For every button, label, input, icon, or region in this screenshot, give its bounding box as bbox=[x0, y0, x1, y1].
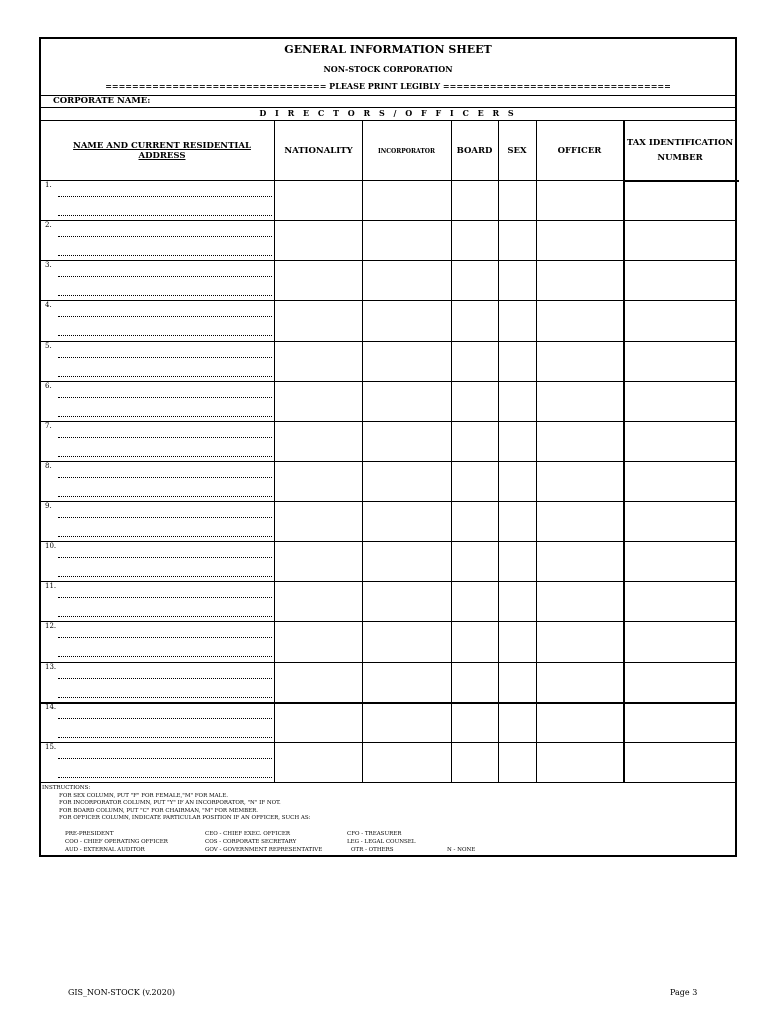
row-number: 7. bbox=[45, 421, 52, 430]
address-entry-line[interactable] bbox=[58, 215, 272, 216]
instruction-line: FOR SEX COLUMN, PUT "F" FOR FEMALE,"M" FOR MALE. bbox=[59, 792, 228, 799]
form-frame bbox=[39, 37, 737, 857]
row-number: 2. bbox=[45, 221, 52, 230]
name-entry-line[interactable] bbox=[58, 276, 272, 277]
row-divider bbox=[41, 341, 735, 342]
row-divider bbox=[41, 541, 735, 542]
address-entry-line[interactable] bbox=[58, 656, 272, 657]
position-code: CEO - CHIEF EXEC. OFFICER bbox=[205, 831, 290, 837]
row-divider bbox=[41, 421, 735, 422]
row-divider bbox=[41, 742, 735, 743]
col-nationality-header: NATIONALITY bbox=[284, 146, 353, 156]
address-entry-line[interactable] bbox=[58, 376, 272, 377]
section-title: D I R E C T O R S / O F F I C E R S bbox=[259, 108, 517, 118]
row-number: 12. bbox=[45, 622, 57, 631]
position-code: PRE-PRESIDENT bbox=[65, 831, 114, 837]
row-divider bbox=[41, 461, 735, 462]
col-sex-header: SEX bbox=[507, 146, 527, 156]
row-number: 15. bbox=[45, 742, 57, 751]
address-entry-line[interactable] bbox=[58, 255, 272, 256]
name-entry-line[interactable] bbox=[58, 357, 272, 358]
page-number: Page 3 bbox=[670, 988, 698, 997]
position-code: CFO - TREASURER bbox=[347, 831, 402, 837]
address-entry-line[interactable] bbox=[58, 616, 272, 617]
row-number: 13. bbox=[45, 662, 57, 671]
instructions bbox=[42, 785, 310, 823]
name-entry-line[interactable] bbox=[58, 557, 272, 558]
row-number: 14. bbox=[45, 702, 57, 711]
row-number: 10. bbox=[45, 542, 57, 551]
print-legibly-line: ================================= PLEASE PRINT LEGIBLY ================================== bbox=[105, 81, 671, 91]
form-title: GENERAL INFORMATION SHEET bbox=[284, 43, 492, 56]
name-entry-line[interactable] bbox=[58, 758, 272, 759]
row-divider bbox=[41, 220, 735, 221]
address-entry-line[interactable] bbox=[58, 697, 272, 698]
name-entry-line[interactable] bbox=[58, 236, 272, 237]
address-entry-line[interactable] bbox=[58, 335, 272, 336]
form-version: GIS_NON-STOCK (v.2020) bbox=[68, 988, 176, 997]
row-divider bbox=[41, 702, 735, 704]
row-divider bbox=[41, 662, 735, 663]
address-entry-line[interactable] bbox=[58, 576, 272, 577]
position-code: LEG - LEGAL COUNSEL bbox=[347, 839, 416, 845]
corporate-name-label: CORPORATE NAME: bbox=[53, 96, 151, 106]
name-entry-line[interactable] bbox=[58, 196, 272, 197]
col-incorporator-header: INCORPORATOR bbox=[377, 147, 435, 155]
position-code: OTR - OTHERS bbox=[351, 847, 394, 853]
col-board-header: BOARD bbox=[456, 146, 493, 156]
col-tin-header: TAX IDENTIFICATION NUMBER bbox=[626, 138, 734, 163]
instructions-heading: INSTRUCTIONS: bbox=[42, 785, 91, 791]
position-code: COS - CORPORATE SECRETARY bbox=[205, 839, 297, 845]
row-number: 3. bbox=[45, 261, 52, 270]
name-entry-line[interactable] bbox=[58, 678, 272, 679]
row-divider bbox=[41, 381, 735, 382]
address-entry-line[interactable] bbox=[58, 295, 272, 296]
name-entry-line[interactable] bbox=[58, 397, 272, 398]
col-name-header: NAME AND CURRENT RESIDENTIAL ADDRESS bbox=[73, 141, 251, 161]
position-code: GOV - GOVERNMENT REPRESENTATIVE bbox=[205, 847, 323, 853]
row-number: 8. bbox=[45, 461, 52, 470]
row-divider bbox=[41, 260, 735, 261]
name-entry-line[interactable] bbox=[58, 437, 272, 438]
divider bbox=[41, 782, 735, 783]
row-divider bbox=[41, 621, 735, 622]
name-entry-line[interactable] bbox=[58, 637, 272, 638]
address-entry-line[interactable] bbox=[58, 536, 272, 537]
address-entry-line[interactable] bbox=[58, 496, 272, 497]
col-officer-header: OFFICER bbox=[557, 146, 602, 156]
name-entry-line[interactable] bbox=[58, 316, 272, 317]
form-subtitle: NON-STOCK CORPORATION bbox=[323, 64, 453, 74]
address-entry-line[interactable] bbox=[58, 737, 272, 738]
row-divider bbox=[41, 180, 735, 181]
row-number: 5. bbox=[45, 341, 52, 350]
position-code: N - NONE bbox=[447, 847, 476, 853]
row-divider bbox=[41, 581, 735, 582]
name-entry-line[interactable] bbox=[58, 718, 272, 719]
row-number: 4. bbox=[45, 301, 52, 310]
row-divider bbox=[41, 300, 735, 301]
name-entry-line[interactable] bbox=[58, 517, 272, 518]
instruction-line: FOR BOARD COLUMN, PUT "C" FOR CHAIRMAN, "M" FOR MEMBER. bbox=[59, 807, 259, 814]
instruction-line: FOR INCORPORATOR COLUMN, PUT "Y" IF AN INCORPORATOR, "N" IF NOT. bbox=[59, 800, 281, 806]
address-entry-line[interactable] bbox=[58, 777, 272, 778]
address-entry-line[interactable] bbox=[58, 456, 272, 457]
name-entry-line[interactable] bbox=[58, 477, 272, 478]
position-code: COO - CHIEF OPERATING OFFICER bbox=[65, 839, 168, 845]
row-divider bbox=[41, 501, 735, 502]
position-code: AUD - EXTERNAL AUDITOR bbox=[65, 847, 145, 853]
row-number: 9. bbox=[45, 502, 52, 511]
instruction-line: FOR OFFICER COLUMN, INDICATE PARTICULAR POSITION IF AN OFFICER, SUCH AS: bbox=[59, 815, 311, 821]
row-number: 6. bbox=[45, 381, 52, 390]
name-entry-line[interactable] bbox=[58, 597, 272, 598]
address-entry-line[interactable] bbox=[58, 416, 272, 417]
row-number: 1. bbox=[45, 181, 52, 189]
row-number: 11. bbox=[45, 582, 57, 591]
